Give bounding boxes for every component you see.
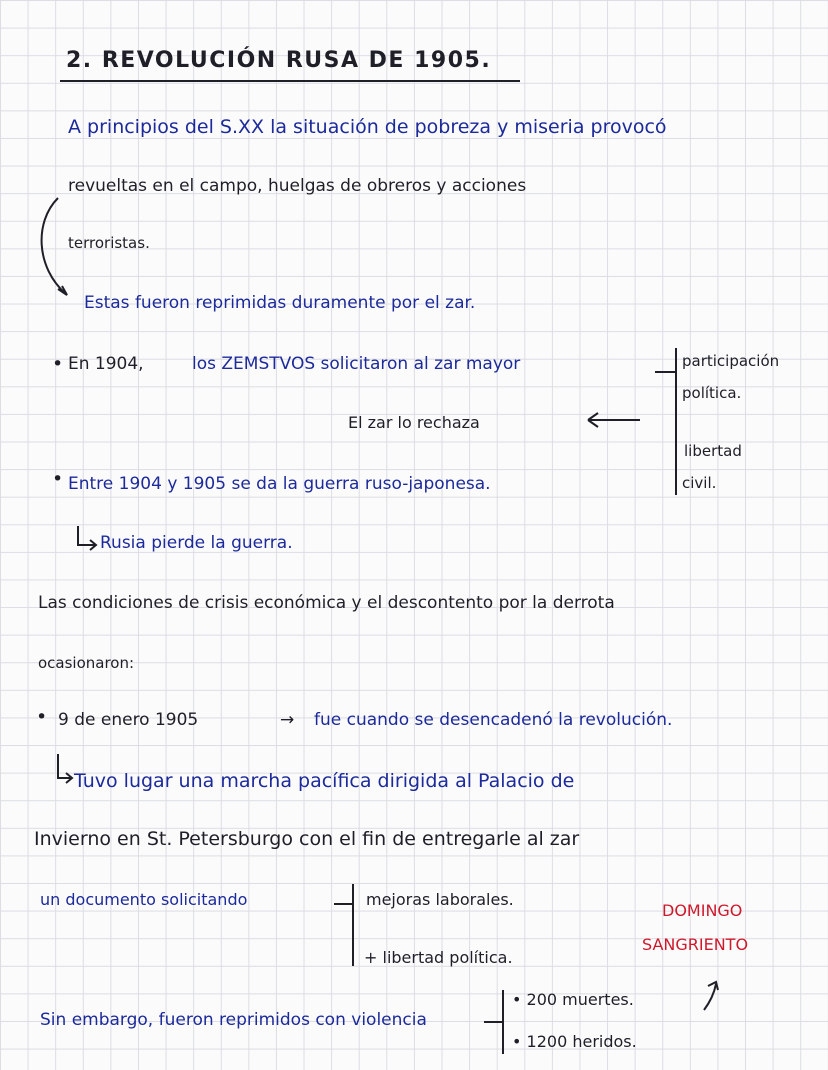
hook-arrow-icon [78,526,96,550]
demand-civil: civil. [682,474,717,492]
request-liberty: + libertad política. [364,948,513,967]
zar-response: El zar lo rechaza [348,413,480,432]
march-line-2: Invierno en St. Petersburgo con el fin de entregarle al zar [34,828,580,850]
bullet-dot: • [52,468,64,490]
document-request: un documento solicitando [40,890,248,909]
bullet-dot: • [52,353,64,375]
label-domingo: DOMINGO [662,901,743,920]
page-title: 2. REVOLUCIÓN RUSA DE 1905. [66,48,492,73]
zemstvos-prefix: En 1904, [68,354,144,374]
demand-politica: política. [682,384,742,402]
dead-value: 200 muertes. [526,990,634,1009]
intro-result: Estas fueron reprimidas duramente por el zar. [84,293,476,313]
intro-line-3: terroristas. [68,234,150,252]
war-text: Entre 1904 y 1905 se da la guerra ruso-japonesa. [68,474,491,494]
request-labor: mejoras laborales. [366,890,514,909]
injured-value: 1200 heridos. [526,1032,637,1051]
january-date: 9 de enero 1905 [58,710,199,730]
injured-count: • 1200 heridos. [512,1032,637,1051]
dead-count: • 200 muertes. [512,990,634,1009]
hook-arrow-icon [58,754,72,783]
march-line-1: Tuvo lugar una marcha pacífica dirigida al Palacio de [74,770,575,792]
intro-line-1: A principios del S.XX la situación de pobreza y miseria provocó [68,116,667,138]
demand-participation: participación [682,352,780,370]
curved-arrow-icon [42,198,66,294]
label-sangriento: SANGRIENTO [642,935,749,954]
zemstvos-text: los ZEMSTVOS solicitaron al zar mayor [192,354,521,374]
bullet-dot: • [36,706,48,728]
arrow-right-icon: → [280,710,295,730]
intro-line-2: revueltas en el campo, huelgas de obreros y acciones [68,176,527,196]
arrow-left-icon [588,413,640,427]
january-text: fue cuando se desencadenó la revolución. [314,710,673,730]
repression-text: Sin embargo, fueron reprimidos con violencia [40,1010,427,1030]
conditions-line-1: Las condiciones de crisis económica y el descontento por la derrota [38,593,615,613]
arrow-up-icon [704,982,718,1010]
war-result: Rusia pierde la guerra. [100,533,293,553]
conditions-line-2: ocasionaron: [38,654,135,672]
demand-libertad: libertad [684,442,742,460]
